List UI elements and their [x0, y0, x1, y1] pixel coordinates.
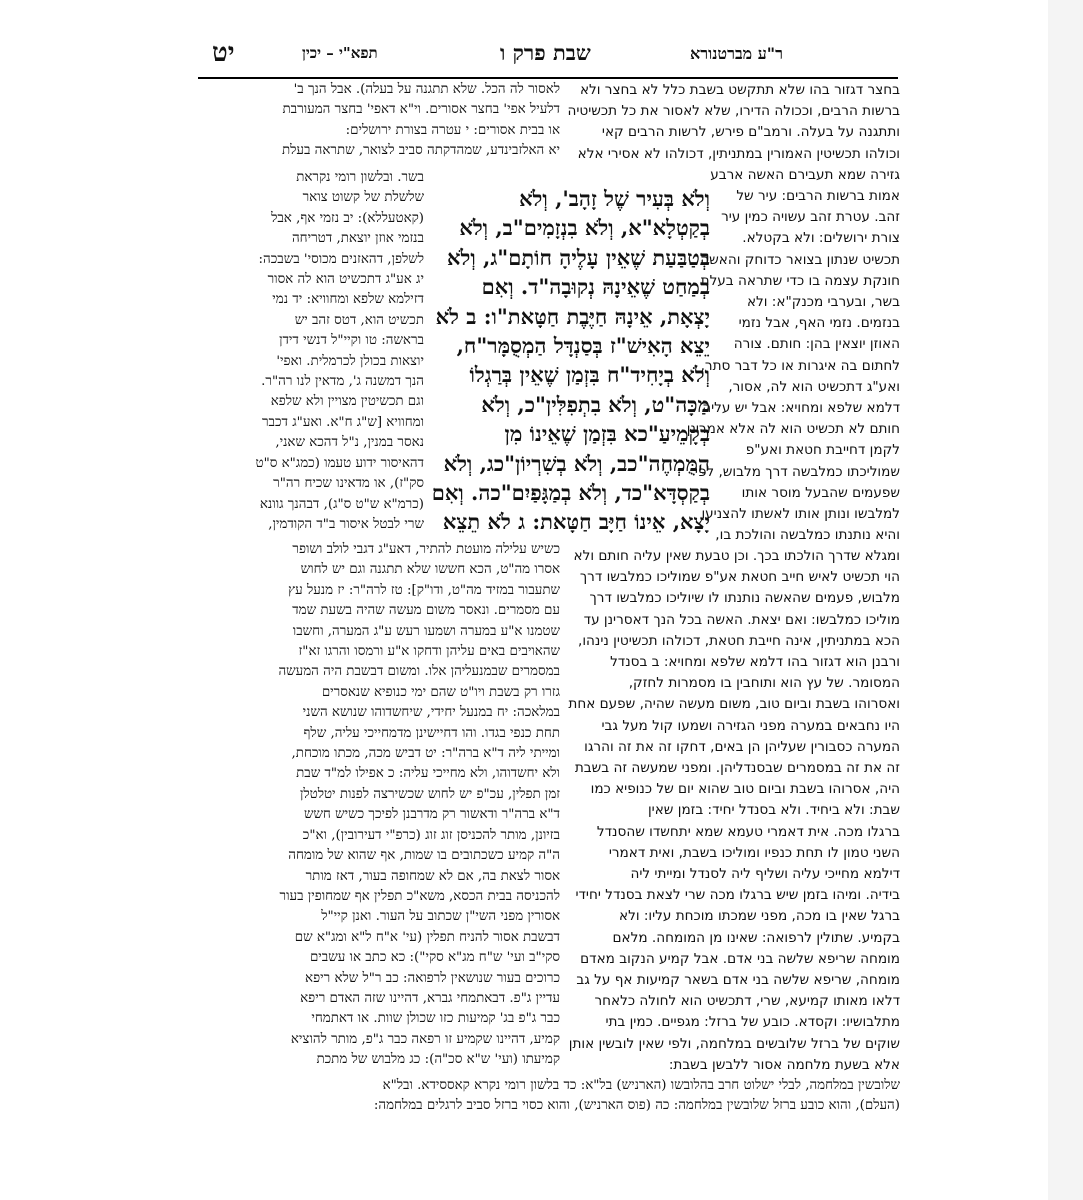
text-line: שרי לבטל איסור ב"ד הקודמין, [268, 516, 424, 532]
text-line: זהב. עטרת זהב עשויה כמין עיר [721, 209, 900, 226]
text-line: מלבוש, פעמים שהאשה נותנתו לו שיוליכו כמלבשו דרך [589, 590, 900, 607]
bartenura-column-narrow [686, 186, 900, 546]
text-line: אסורין מפני השי"ן שכתוב על העור. ואנן קיי"ל [321, 909, 560, 925]
text-line: היה, אסרוהו בשבת וביום טוב שהוא יום של כנופיא כמו [590, 781, 900, 798]
text-line: וכולהו תכשיטין האמורין במתניתין, דכולהו לא אסירי אלא [577, 145, 900, 162]
text-line: בידיה. ומיהו בזמן שיש ברגלו מכה שרי לצאת בסנדל יחידי [575, 887, 900, 904]
text-line: המסומר. של עץ הוא ותוחבין בו מסמרות לחזק, [628, 675, 900, 692]
text-line: דלאו מאותו קמיעא, שרי, דתכשיט הוא לחולה כלאחר [594, 993, 900, 1010]
page-number: יט [212, 38, 235, 68]
text-line: ד"א ברה"ר ודאשור רק מדרבנן לפיכך כשיש חשש [303, 807, 560, 823]
text-line: מומחה, שריפא שלשה בני אדם בשאר קמיעות אף על גב [576, 972, 900, 989]
right-commentary-bottom [204, 540, 560, 1074]
text-line: דלמא שלפא ומחויא: אבל יש עליה [702, 400, 900, 417]
text-line: בזיונן, מותר להכניסן זוג זוג (כרפ"י דעירובין), וא"כ [302, 827, 560, 843]
text-line: למלבשו ונותן אותו לאשתו להצניעו [701, 506, 900, 523]
text-line: גזרו רק בשבת ויו"ט שהם ימי כנופיא שנאסרים [321, 684, 560, 700]
mishnah-text [432, 184, 710, 540]
text-line: תחת כנפי בגדו. והו דחיישינן מדמחייכי עליה, שלף [303, 725, 560, 741]
text-line: אסרו מה"ט, הכא חששו שלא תתגנה וגם יש לחוש [300, 562, 560, 578]
text-line: בשר. ובלשון רומי נקראת [296, 170, 424, 185]
text-line: ומייתי ליה ד"א ברה"ר: יט דביש מכה, מכתו מוכחת, [291, 746, 560, 762]
text-line: זה את זה במסמרים שבסנדליהן. ומפני שמעשה זה בשבת [574, 760, 900, 777]
text-line: האוזן יוצאין בהן: חותם. צורה [733, 336, 900, 353]
text-line: תכשיט שנתון בצואר כדוחק והאשה [700, 251, 900, 268]
text-line: אסור לצאת בה, אם לא שמחופה בעור, דאז מותר [305, 868, 560, 884]
text-line: לשלפן, דהאזנים מכוסי' בשבכה: [258, 251, 424, 267]
text-line: שמוליכתו כמלבשה דרך מלבוש, לפי [694, 463, 900, 480]
text-line: זמן תפלין, עכ"פ יש לחוש שכשירצה לפנות יטלטלן [299, 786, 560, 802]
text-line: כרוכים בעור שנושאין לרפואה: כב ר"ל שלא ריפא [305, 970, 560, 986]
text-line: ברגל שאין בו מכה, מפני שמכתו מוכחת עליו: ולא [619, 908, 900, 925]
text-line: הוי תכשיט לאיש חייב חטאת אע"פ שמוליכו כמלבשו דרך [579, 569, 900, 586]
text-line: והיא נותנתו כמלבשה והולכת בו, [715, 527, 900, 544]
text-line: חותם לא תכשיט הוא לה אלא אמרינן [686, 421, 900, 438]
text-line: שהאויבים באים עליהן ודחקו א"ע ורמסו והרגו זא"ז [298, 644, 560, 660]
text-line: לחתום בה איגרות או כל דבר סתר, [700, 357, 900, 374]
text-line: קמיעתו (ועי' ש"א סכ"ה): כג מלבוש של מתכת [316, 1052, 560, 1068]
text-line: דזילמא שלפא ומחוויא: יד נמי [272, 292, 424, 308]
text-line: גזירה שמא תעבירם האשה ארבע [710, 166, 900, 183]
text-line: בנזמי אוזן יוצאת, דטריחה [291, 231, 424, 247]
text-line: תכשיט הוא, דטס זהב יש [294, 312, 424, 328]
text-line: שפעמים שהבעל מוסר אותו [741, 484, 900, 501]
text-line: ה"ה קמיע כשכתובים בו שמות, אף שהוא של מומחה [288, 848, 560, 864]
text-line: בשר, ובערבי מכנק"א: ולא [746, 294, 900, 311]
text-line: סק"ז), או מדאינו שכיח רה"ר [273, 476, 424, 492]
text-line: שלובשין במלחמה, לבלי ישלוט חרב בהלובשו (הארניש) בל"א: כד בלשון רומי נקרא קאססידא. ובל"א [382, 1078, 900, 1093]
text-line: שבת: ולא ביחיד. ולא בסנדל יחיד: בזמן שאין [647, 802, 900, 819]
header-center-title: שבת פרק ו [500, 40, 591, 65]
mishnah-line: וְלֹא בְיָחִיד"ח בִּזְמַן שֶׁאֵין בְּרַגְלוֹ [469, 362, 710, 388]
mishnah-line: בְקָמֵיעַ"כא בִּזְמַן שֶׁאֵינוֹ מִן [504, 421, 710, 447]
text-line: (כרמ"א ש"ט ס"ג), דבהנך גוונא [259, 496, 424, 512]
header-rule [198, 77, 898, 79]
text-line: השני טמון לו תחת כנפיו ומוליכו בשבת, ואית דאמרי [608, 844, 900, 861]
text-line: מומחה שריפא שלשה בני אדם. אבל קמיע הנקוב מאדם [580, 950, 900, 967]
text-line: וגם תכשיטין מצויין ולא שלפא [270, 394, 424, 410]
mishnah-line: בְטַבַּעַת שֶׁאֵין עָלֶיהָ חוֹתָם"ג, וְלֹא [447, 244, 710, 270]
mishnah-line: בְקַטְלָא"א, וְלֹא בִנְזָמִים"ב, וְלֹא [459, 215, 710, 241]
mishnah-line: וְלֹא בְּעִיר שֶׁל זָהָב', וְלֹא [519, 186, 710, 211]
mishnah-line: בְקַסְדָּא"כד, וְלֹא בְמַגָּפַיִם"כה. וְאִם [431, 480, 710, 506]
text-line: או בבית אסורים: י עטרה בצורת ירושלים: [345, 122, 560, 138]
text-line: (העלם), והוא כובע ברזל שלובשין במלחמה: כה (פוס הארניש), והוא כסוי ברזל סביב לרגלים במלחמה: [373, 1098, 900, 1114]
text-line: להכניסה בבית הכסא, משא"כ תפלין אף שמחופין בעור [279, 888, 560, 904]
page-header [0, 38, 1083, 74]
text-line: במלאכה: יח במנעל יחידי, שיחשדוהו שנושא השני [302, 705, 560, 721]
text-line: ומגלא שדרך הולכתו בכך. וכן טבעת שאין עליה חותם ולא [573, 548, 900, 564]
header-right-title: תפא"י – יכין [302, 44, 378, 62]
text-line: קמיע, דהיינו שקמיע זו רפאה כבר ג"פ, מותר להוציא [290, 1031, 560, 1047]
text-line: יוצאות בכולן לכרמלית. ואפי' [276, 353, 424, 369]
mishnah-line: יָצְאָת, אֵינָהּ חַיֶּבֶת חַטָּאת"ו: ב לֹא [435, 303, 710, 329]
text-line: לאסור לה הכל. שלא תתגנה על בעלה). אבל הנך ב' [293, 82, 560, 97]
text-line: שטמנו א"ע במערה ושמעו רעש ע"ג המערה, וחשבו [292, 623, 560, 639]
text-line: שוקים של ברזל שלובשים במלחמה, ולפי שאין לובשין אותן [568, 1035, 900, 1052]
text-line: ברשות הרבים, וככולה הדירו, שלא לאסור את כל תכשיטיה [567, 103, 900, 120]
right-commentary-middle [204, 168, 424, 536]
text-line: הנך דמשנה ג', מדאין לנו רה"ר. [261, 374, 424, 390]
mishnah-line: יֵצֵא הָאִישׁ"ז בְּסַנְדָּל הַמְסֻמָּר"ח, [456, 333, 710, 359]
text-line: היו נחבאים במערה מפני הגזירה ושמעו קול מעל גבי [601, 717, 900, 734]
text-line: ברגלו מכה. אית דאמרי טעמא שמא יתחשדו שהסנדל [596, 823, 900, 840]
text-line: כשיש עלילה מועטת להתיר, דאע"ג דגבי לולב ושופר [292, 542, 560, 557]
text-line: מתלבושיו: וקסדא. כובע של ברזל: מגפיים. כמין בתי [605, 1014, 900, 1031]
text-line: המערה כסבורין שעליהן הן באים, דחקו זה את זה והרגו [584, 738, 900, 755]
text-line: בראשה: טו וקיי"ל דנשי דידן [279, 333, 424, 349]
text-line: דילמא מחייכי עליה ושליף ליה לסנדל ומייתי ליה [630, 866, 900, 883]
bartenura-column-bottom [568, 546, 900, 1073]
text-line: ואע"ג דתכשיט הוא לה, אסור, [728, 378, 900, 395]
text-line: סקי"ב ועי' ש"ח מג"א סקי"): כא כתב או עשבים [309, 950, 560, 966]
text-line: צורת ירושלים: ולא בקטלא. [742, 230, 900, 247]
mishnah-line: בְמַחַט שֶׁאֵינָהּ נְקוּבָה"ד. וְאִם [481, 274, 710, 300]
text-line: עדיין ג"פ. דבאתמחי גברא, דהיינו שזה האדם ריפא [300, 990, 560, 1006]
text-line: ואסרוהו בשבת וביום טוב, משום מעשה שהיה, שפעם אחת [568, 696, 900, 713]
text-line: לקמן דחייבת חטאת ואע"פ [745, 442, 900, 459]
bartenura-column-full-top [567, 80, 900, 186]
text-line: ומחוויא [ש"ג ח"א. ואע"ג דכבר [261, 414, 424, 430]
text-line: דהאיסור ידוע טעמו (כמג"א ס"ט [255, 455, 424, 471]
text-line: מוליכו כמלבשו: ואם יצאת. האשה בכל הנך דאסרינן עד [583, 611, 900, 628]
text-line: בחצר דגזור בהו שלא תתקשט בשבת כלל לא בחצר ולא [579, 82, 900, 98]
text-line: הכא במתניתין, אינה חייבת חטאת, דכולהו תכשיטין נינהו, [578, 632, 900, 649]
text-line: אלא בשעת מלחמה אסור ללבשן בשבת: [668, 1056, 900, 1073]
text-line: (קאטעללא): יב נזמי אף, אבל [271, 210, 424, 226]
text-line: דלעיל אפי' בחצר אסורים. וי"א דאפי' בחצר המעורבת [282, 102, 560, 118]
text-line: אמות ברשות הרבים: עיר של [736, 188, 900, 204]
text-line: בקמיע. שתולין לרפואה: שאינו מן המומחה. מלאם [612, 929, 900, 946]
text-line: יא האלזבינדע, שמהדקתה סביב לצואר, שתראה בעלת [281, 143, 560, 159]
text-line: שלשלת של קשוט צואר [302, 190, 424, 206]
mishnah-line: הַמֻּמְחֶה"כב, וְלֹא בְשִׁרְיוֹן"כג, וְלֹא [443, 450, 710, 476]
header-left-title: ר"ע מברטנורא [690, 44, 783, 63]
text-line: ותתגנה על בעלה. ורמב"ם פירש, לרשות הרבים קאי [601, 124, 900, 141]
bottom-commentary [204, 1076, 900, 1122]
text-line: נאסר במנין, נ"ל דהכא שאני, [275, 435, 424, 451]
text-line: במסמרים שבמנעליהן אלו. ומשום דבשבת היה המעשה [278, 664, 560, 680]
text-line: חונקת עצמה בו כדי שתראה בעלת [700, 272, 900, 289]
text-line: יג אע"ג דתכשיט הוא לה אסור [267, 272, 424, 288]
mishnah-line: מַכָּה"ט, וְלֹא בִתְפִלִּין"כ, וְלֹא [481, 391, 710, 417]
text-line: ולא יחשדוהו, ולא מחייכי עליה: כ אפילו למ"ד שבת [296, 766, 560, 782]
text-line: ורבנן הוא דגזור בהו דלמא שלפא ומחויא: ב בסנדל [610, 654, 900, 671]
text-line: דבשבת אסור להניח תפלין (עי' א"ח ל"א ומג"א שם [294, 929, 560, 945]
text-line: עם מסמרים. ונאסר משום מעשה שהיה בשעת שמד [292, 603, 560, 619]
text-line: שתעבור במזיד מה"ט, ודו"ק]: טז לרה"ר: יז מנעל עץ [288, 582, 560, 598]
text-line: בנזמים. נזמי האף, אבל נזמי [738, 315, 900, 332]
right-commentary-top [204, 80, 560, 166]
mishnah-line: יָצָא, אֵינוֹ חַיָּב חַטָּאת: ג לֹא תֵצֵא [442, 509, 710, 535]
scan-edge [1048, 0, 1083, 1200]
text-line: כבר ג"פ בג' קמיעות כזו שכולן שוות. או דאתמחי [311, 1011, 560, 1027]
